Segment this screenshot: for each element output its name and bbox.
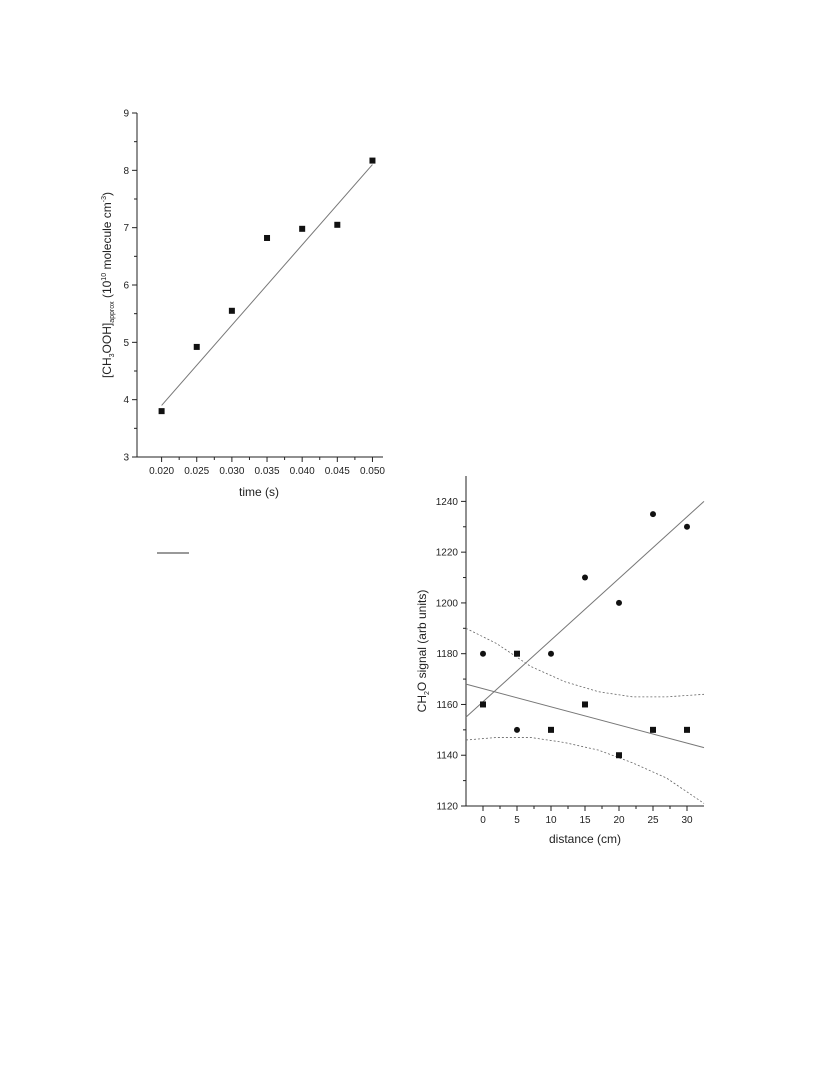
chart2-points: [480, 511, 690, 758]
chart1-y-tick-label: 4: [123, 395, 129, 407]
chart2-y-tick-label: 1240: [435, 496, 458, 508]
chart1-point-square: [369, 158, 375, 164]
chart2-x-tick-label: 20: [613, 815, 625, 826]
chart2-y-tick-label: 1180: [436, 649, 458, 661]
chart2-y-tick-label: 1140: [436, 750, 458, 762]
chart1-point-square: [229, 308, 235, 314]
chart1-point-square: [299, 226, 305, 232]
chart2-y-tick-label: 1220: [435, 547, 458, 559]
chart1-ylabel-sub1: 3: [109, 353, 116, 358]
chart2-x-tick-label: 5: [514, 815, 520, 826]
chart2-confidence-band-1: [466, 628, 704, 697]
chart2-x-tick-label: 10: [545, 815, 557, 826]
chart1-axes: [137, 113, 383, 457]
chart2-y-ticks: [436, 497, 466, 813]
chart-distance-vs-ch2o: [415, 476, 704, 846]
chart1-point-square: [264, 235, 270, 241]
chart1-point-square: [334, 222, 340, 228]
chart2-x-ticks: [480, 806, 693, 826]
chart2-y-tick-label: 1160: [436, 699, 458, 711]
chart2-ylabel-sub1: 2: [424, 691, 431, 695]
chart2-confidence-band-2: [466, 737, 704, 803]
chart1-y-tick-label: 6: [123, 280, 129, 292]
chart1-y-tick-label: 3: [123, 452, 129, 464]
chart1-x-tick-label: 0.025: [184, 466, 210, 477]
chart1-y-tick-label: 9: [123, 108, 129, 120]
chart1-x-ticks: [149, 457, 385, 477]
chart2-point-circle: [616, 600, 622, 606]
chart1-fit-line-1: [162, 165, 373, 406]
chart2-point-square: [684, 727, 690, 733]
chart2-ylabel-part1: CH: [415, 694, 429, 713]
chart2-x-tick-label: 15: [579, 815, 591, 826]
chart2-fit-line-2: [466, 684, 704, 747]
chart2-axes: [466, 476, 704, 806]
chart1-ylabel-part1: [CH: [100, 357, 114, 379]
chart1-ylabel-sup1: 10: [101, 272, 108, 281]
chart1-y-tick-label: 5: [123, 337, 129, 349]
chart2-x-tick-label: 0: [480, 815, 486, 826]
chart2-point-circle: [548, 651, 554, 657]
chart1-x-tick-label: 0.020: [149, 466, 175, 477]
chart1-ylabel-sup2: -3: [101, 195, 108, 203]
chart2-point-square: [514, 651, 520, 657]
chart2-y-tick-label: 1120: [436, 801, 458, 813]
chart2-point-square: [480, 701, 486, 707]
chart2-point-circle: [480, 651, 486, 657]
chart1-ylabel-part5: ): [100, 191, 114, 196]
chart1-y-tick-label: 7: [123, 223, 129, 235]
chart2-fit-line-1: [466, 501, 704, 717]
chart2-x-axis-title: distance (cm): [548, 832, 622, 846]
chart1-ylabel-part2: OOH]: [100, 322, 114, 354]
chart1-x-tick-label: 0.045: [324, 466, 350, 477]
chart1-point-square: [194, 344, 200, 350]
chart1-points: [159, 158, 376, 415]
chart1-fit-line: [162, 165, 373, 406]
chart2-fit-lines: [466, 501, 704, 747]
chart1-x-tick-label: 0.035: [254, 466, 280, 477]
chart2-point-circle: [514, 727, 520, 733]
chart2-x-tick-label: 25: [647, 815, 659, 826]
chart2-point-square: [616, 752, 622, 758]
chart1-y-axis-title: [100, 192, 116, 378]
chart2-y-axis-title: [415, 590, 431, 713]
chart1-y-ticks: [123, 109, 137, 464]
chart1-x-tick-label: 0.030: [219, 466, 245, 477]
chart2-y-tick-label: 1200: [435, 598, 458, 610]
chart2-point-circle: [582, 575, 588, 581]
chart2-point-square: [650, 727, 656, 733]
chart1-ylabel-part4: molecule cm: [100, 202, 114, 273]
chart2-point-circle: [684, 524, 690, 530]
chart1-x-tick-label: 0.040: [289, 466, 315, 477]
chart1-ylabel-sub2: approx: [109, 301, 116, 323]
chart1-x-tick-label: 0.050: [359, 466, 385, 477]
chart2-point-square: [548, 727, 554, 733]
chart1-y-tick-label: 8: [123, 165, 129, 177]
chart2-ylabel-part2: O signal (arb units): [415, 589, 429, 692]
chart1-ylabel-part3: (10: [100, 280, 114, 302]
chart1-point-square: [159, 408, 165, 414]
chart1-x-axis-title: time (s): [239, 485, 279, 499]
chart2-x-tick-label: 30: [681, 815, 693, 826]
chart-time-vs-ch3ooh: [100, 109, 385, 500]
chart2-point-square: [582, 701, 588, 707]
chart2-point-circle: [650, 511, 656, 517]
